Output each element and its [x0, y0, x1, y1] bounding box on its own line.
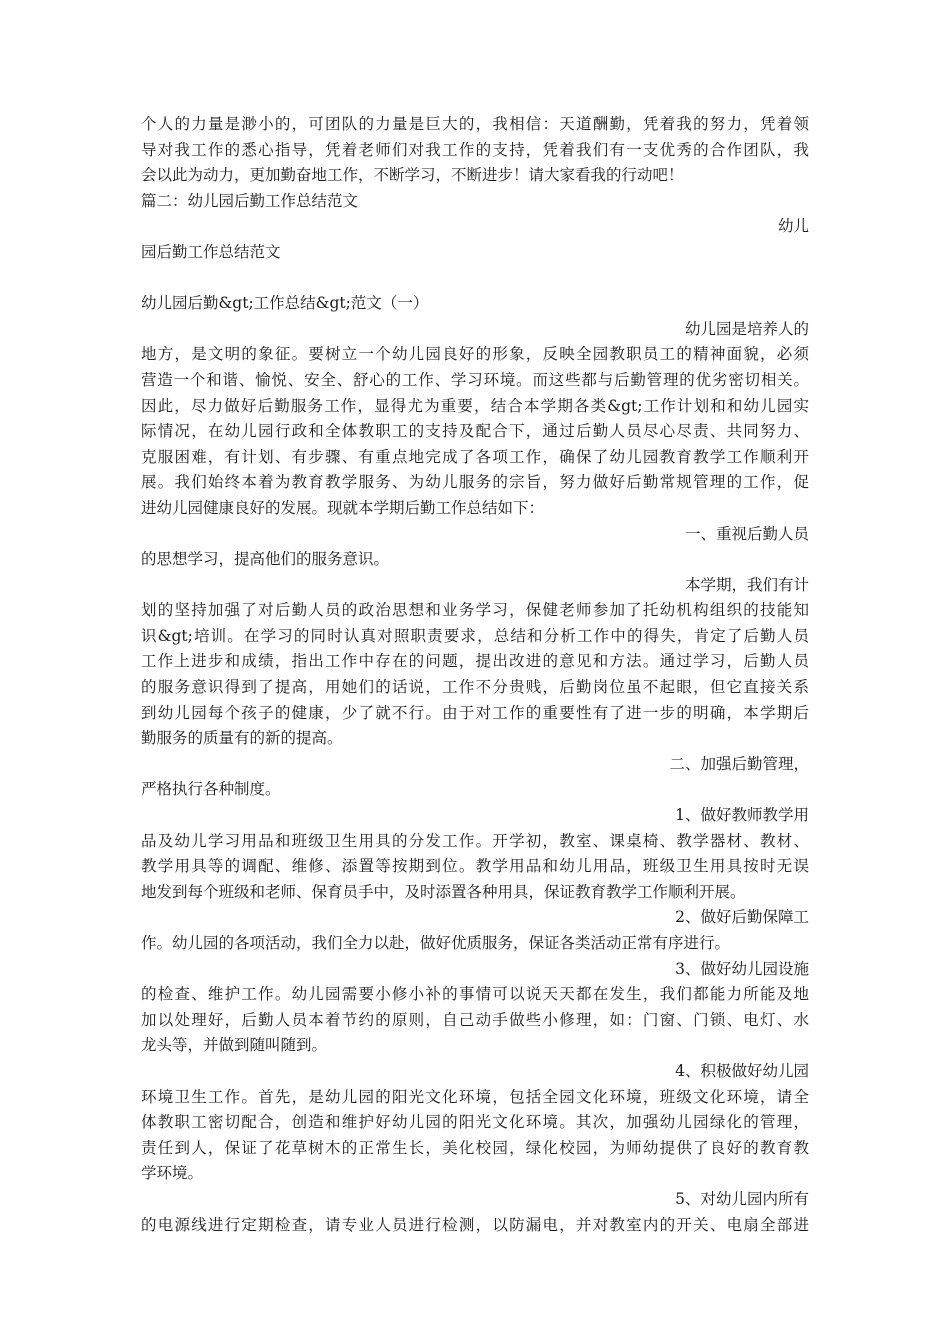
text-line: 到幼儿园每个孩子的健康，少了就不行。由于对工作的重要性有了进一步的明确，本学期后 [141, 703, 809, 722]
text-line: 勤服务的质量有的新的提高。 [141, 729, 343, 748]
text-line: 的电源线进行定期检查，请专业人员进行检测，以防漏电，并对教室内的开关、电扇全部进 [141, 1215, 809, 1234]
text-line: 克服困难，有计划、有步骤、有重点地完成了各项工作，确保了幼儿园教育教学工作顺利开 [141, 447, 809, 466]
text-line: 导对我工作的悉心指导，凭着老师们对我工作的支持，凭着我们有一支优秀的合作团队，我 [141, 140, 809, 159]
text-line: 加以处理好，后勤人员本着节约的原则，自己动手做些小修理，如：门窗、门锁、电灯、水 [141, 1010, 809, 1029]
paragraph-lead-line: 一、重视后勤人员 [684, 524, 809, 543]
text-line: 体教职工密切配合，创造和维护好幼儿园的阳光文化环境。其次，加强幼儿园绿化的管理， [141, 1113, 809, 1132]
paragraph-lead-line: 本学期，我们有计 [684, 575, 809, 594]
text-line: 因此，尽力做好后勤服务工作，显得尤为重要，结合本学期各类&gt;工作计划和和幼儿园实 [141, 396, 809, 415]
document-body [141, 112, 809, 1238]
text-line: 会以此为动力，更加勤奋地工作，不断学习，不断进步！请大家看我的行动吧！ [141, 166, 684, 185]
text-line: 教学用具等的调配、维修、添置等按期到位。教学用品和幼儿用品，班级卫生用具按时无误 [141, 857, 809, 876]
text-line: 幼儿园后勤&gt;工作总结&gt;范文（一） [141, 294, 429, 313]
text-line: 的服务意识得到了提高，用她们的话说，工作不分贵贱，后勤岗位虽不起眼，但它直接关系 [141, 678, 809, 697]
text-line: 个人的力量是渺小的，可团队的力量是巨大的，我相信：天道酬勤，凭着我的努力，凭着领 [141, 115, 809, 133]
paragraph-lead-line: 4、积极做好幼儿园 [675, 1061, 809, 1080]
paragraph-lead-line: 二、加强后勤管理， [669, 754, 809, 773]
text-line: 品及幼儿学习用品和班级卫生用具的分发工作。开学初，教室、课桌椅、教学器材、教材、 [141, 831, 809, 850]
text-line: 营造一个和谐、愉悦、安全、舒心的工作、学习环境。而这些都与后勤管理的优劣密切相关。 [141, 370, 809, 389]
text-line: 地发到每个班级和老师、保育员手中，及时添置各种用具，保证教育教学工作顺利开展。 [141, 882, 746, 901]
text-line: 工作上进步和成绩，指出工作中存在的问题，提出改进的意见和方法。通过学习，后勤人员 [141, 652, 809, 671]
paragraph-lead-line: 1、做好教师教学用 [675, 806, 809, 825]
text-line: 地方，是文明的象征。要树立一个幼儿园良好的形象，反映全园教职员工的精神面貌，必须 [141, 345, 809, 364]
paragraph-lead-line: 5、对幼儿园内所有 [675, 1189, 809, 1208]
text-line: 园后勤工作总结范文 [141, 242, 281, 261]
paragraph-lead-line: 2、做好后勤保障工 [675, 908, 809, 927]
text-line: 展。我们始终本着为教育教学服务、为幼儿服务的宗旨，努力做好后勤常规管理的工作，促 [141, 473, 809, 492]
text-line: 识&gt;培训。在学习的同时认真对照职责要求，总结和分析工作中的得失，肯定了后勤人员 [141, 626, 809, 645]
text-line: 责任到人，保证了花草树木的正常生长，美化校园，绿化校园，为师幼提供了良好的教育教 [141, 1138, 809, 1157]
text-line: 划的坚持加强了对后勤人员的政治思想和业务学习，保健老师参加了托幼机构组织的技能知 [141, 601, 809, 620]
blank-line [141, 266, 809, 292]
text-line: 学环境。 [141, 1164, 204, 1183]
text-line: 进幼儿园健康良好的发展。现就本学期后勤工作总结如下： [141, 498, 545, 517]
paragraph-lead-line: 3、做好幼儿园设施 [675, 959, 809, 978]
text-line: 的思想学习，提高他们的服务意识。 [141, 550, 390, 569]
text-line: 严格执行各种制度。 [141, 780, 281, 799]
paragraph-lead-line: 幼儿 [777, 217, 809, 236]
text-line: 龙头等，并做到随叫随到。 [141, 1036, 328, 1055]
text-line: 篇二：幼儿园后勤工作总结范文 [141, 191, 359, 210]
text-line: 作。幼儿园的各项活动，我们全力以赴，做好优质服务，保证各类活动正常有序进行。 [141, 934, 731, 952]
text-line: 际情况，在幼儿园行政和全体教职工的支持及配合下，通过后勤人员尽心尽责、共同努力、 [141, 422, 809, 441]
text-line: 环境卫生工作。首先，是幼儿园的阳光文化环境，包括全园文化环境，班级文化环境，请全 [141, 1087, 809, 1106]
text-line: 的检查、维护工作。幼儿园需要小修小补的事情可以说天天都在发生，我们都能力所能及地 [141, 985, 809, 1004]
paragraph-lead-line: 幼儿园是培养人的 [684, 319, 809, 338]
